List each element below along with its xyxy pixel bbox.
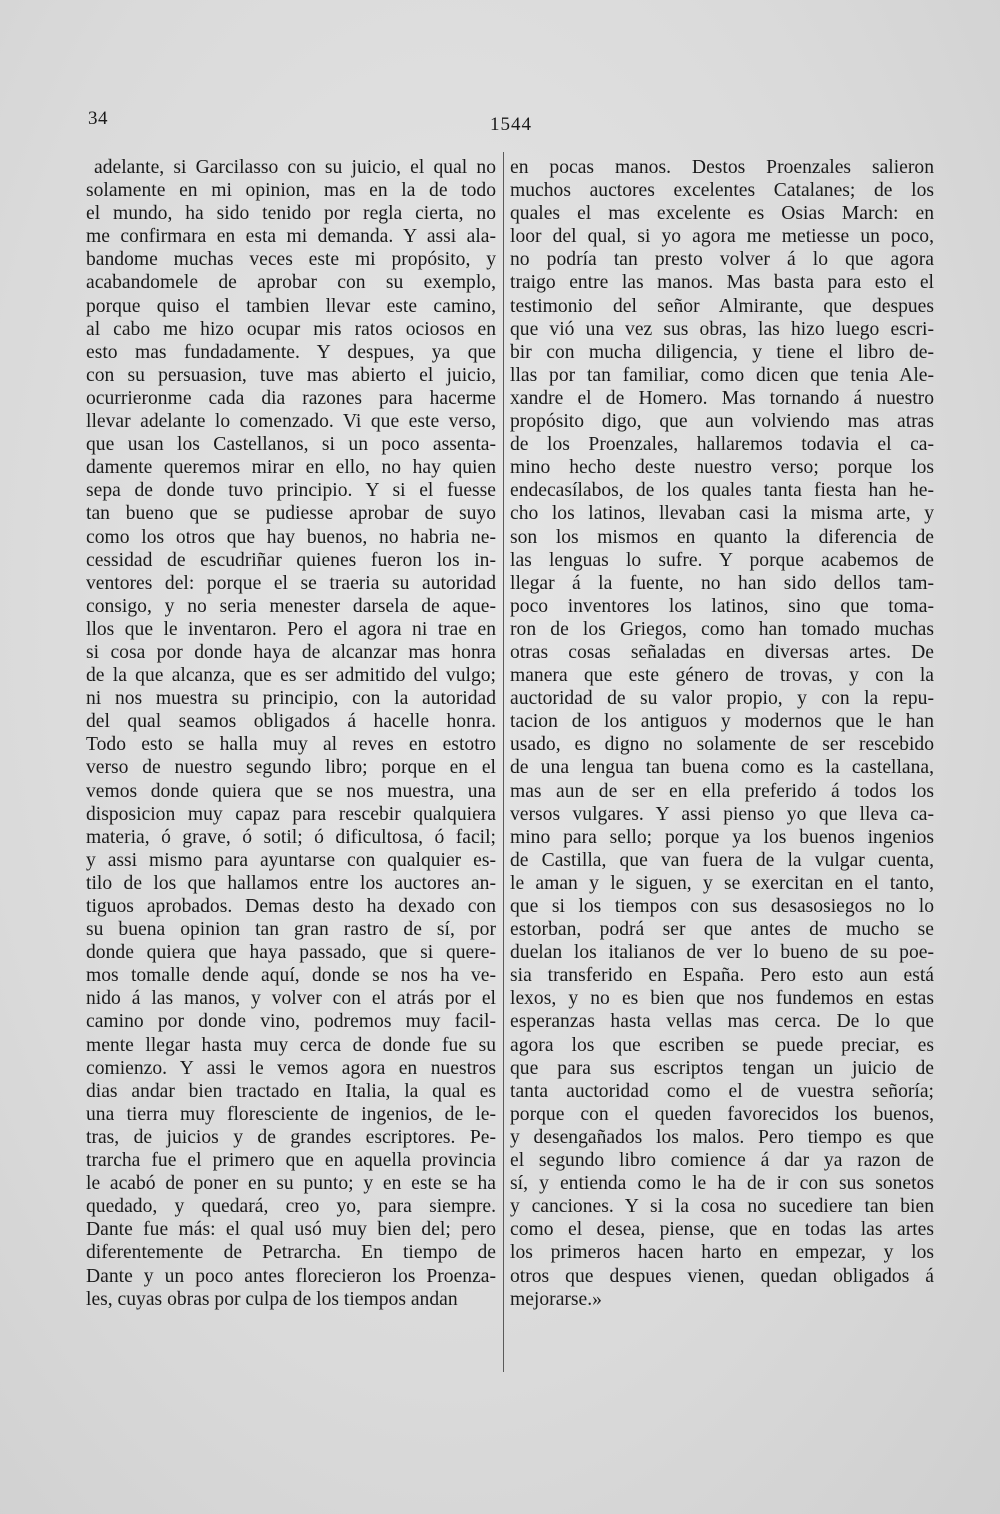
text-line: llegar á la fuente, no han sido dellos tam- <box>510 572 934 594</box>
column-divider <box>503 152 504 1372</box>
text-line: ocurrieronme cada dia razones para hacerme <box>86 387 496 409</box>
text-line: agora los que escriben se puede preciar, es <box>510 1034 934 1056</box>
text-line: las lenguas lo sufre. Y porque acabemos de <box>510 549 934 571</box>
text-line: que usan los Castellanos, si un poco assenta- <box>86 434 496 456</box>
text-line: solamente en mi opinion, mas en la de todo <box>86 180 496 202</box>
text-line: le aman y le siguen, y se exercitan en el tanto, <box>510 872 934 894</box>
text-line: le acabó de poner en su punto; y en este se ha <box>86 1173 496 1195</box>
text-line: llos que le inventaron. Pero el agora ni trae en <box>86 618 496 640</box>
text-line: endecasílabos, de los quales tanta fiesta han he- <box>510 480 934 502</box>
text-line: usado, es digno no solamente de ser rescebido <box>510 734 934 756</box>
text-line: tras, de juicios y de grandes escriptores. Pe- <box>86 1126 496 1148</box>
text-line: tan bueno que se pudiesse aprobar de suyo <box>86 503 496 525</box>
text-line: me confirmara en esta mi demanda. Y assi ala- <box>86 226 496 248</box>
text-line: no podría tan presto volver á lo que agora <box>510 249 934 271</box>
text-line: mino para sello; porque ya los buenos ingenios <box>510 826 934 848</box>
text-line: de Castilla, que van fuera de la vulgar cuenta, <box>510 849 934 871</box>
text-line: comienzo. Y assi le vemos agora en nuestros <box>86 1057 496 1079</box>
text-line: tilo de los que hallamos entre los auctores an- <box>86 872 496 894</box>
text-line: tanta auctoridad como el de vuestra señoría; <box>510 1080 934 1102</box>
text-line: con su persuasion, tuve mas abierto el juicio, <box>86 364 496 386</box>
text-line: lexos, y no es bien que nos fundemos en estas <box>510 988 934 1010</box>
left-text-column <box>86 156 496 1366</box>
text-line: el segundo libro comience á dar ya razon de <box>510 1150 934 1172</box>
running-header-year: 1544 <box>490 114 532 135</box>
text-line: verso de nuestro segundo libro; porque en el <box>86 757 496 779</box>
text-line: acabandomele de aprobar con su exemplo, <box>86 272 496 294</box>
text-line: consigo, y no seria menester darsela de aque- <box>86 595 496 617</box>
text-line: al cabo me hizo ocupar mis ratos ociosos en <box>86 318 496 340</box>
text-line: y desengañados los malos. Pero tiempo es que <box>510 1126 934 1148</box>
text-line: mejorarse.» <box>510 1288 602 1310</box>
text-line: duelan los italianos de ver lo bueno de su poe- <box>510 942 934 964</box>
text-line: llevar adelante lo comenzado. Vi que este verso, <box>86 411 496 433</box>
text-line: Todo esto se halla muy al reves en estotro <box>86 734 496 756</box>
text-line: en pocas manos. Destos Proenzales salieron <box>510 157 934 178</box>
text-line: quedado, y quedará, creo yo, para siempre. <box>86 1196 496 1218</box>
text-line: mente llegar hasta muy cerca de donde fue su <box>86 1034 496 1056</box>
text-line: dias andar bien tractado en Italia, la qual es <box>86 1080 496 1102</box>
text-line: damente queremos mirar en ello, no hay quien <box>86 457 496 479</box>
text-line: llas por tan familiar, como dicen que tenia Ale- <box>510 364 934 386</box>
text-line: cessidad de escudriñar quienes fueron los in- <box>86 549 496 571</box>
text-line: mos tomalle dende aquí, donde se nos ha ve- <box>86 965 496 987</box>
text-line: auctoridad de su valor propio, y con la repu- <box>510 688 934 710</box>
text-line: traigo entre las manos. Mas basta para esto el <box>510 272 934 294</box>
text-line: cho los latinos, llevaban casi la misma arte, y <box>510 503 934 525</box>
text-line: ventores del: porque el se traeria su autoridad <box>86 572 496 594</box>
text-line: que si los tiempos con sus desasosiegos no lo <box>510 896 934 917</box>
text-line: sia transferido en España. Pero esto aun está <box>510 965 934 987</box>
text-line: propósito digo, que aun volviendo mas atras <box>510 411 934 433</box>
text-line: esperanzas hasta vellas mas cerca. De lo que <box>510 1011 934 1033</box>
text-line: adelante, si Garcilasso con su juicio, el qual no <box>94 157 496 178</box>
text-line: y canciones. Y si la cosa no sucediere tan bien <box>510 1196 934 1218</box>
text-line: mas aun de ser en ella preferido á todos los <box>510 780 934 802</box>
text-line: estorban, podrá ser que antes de mucho se <box>510 919 934 941</box>
text-line: quales el mas excelente es Osias March: en <box>510 203 934 225</box>
text-line: poco inventores los latinos, sino que toma- <box>510 595 934 617</box>
text-line: disposicion muy capaz para rescebir qualquiera <box>86 803 496 825</box>
text-line: sí, y entienda como le ha de ir con sus sonetos <box>510 1173 934 1195</box>
text-line: que vió una vez sus obras, las hizo luego escri- <box>510 318 934 340</box>
text-line: son los mismos en quanto la diferencia de <box>510 526 934 548</box>
text-line: el mundo, ha sido tenido por regla cierta, no <box>86 203 496 225</box>
text-line: bandome muchas veces este mi propósito, y <box>86 249 496 271</box>
text-line: Dante fue más: el qual usó muy bien del; pero <box>86 1219 496 1241</box>
text-line: ni nos muestra su principio, con la autoridad <box>86 688 496 710</box>
page-number: 34 <box>88 108 108 129</box>
text-line: bir con mucha diligencia, y tiene el libro de- <box>510 341 934 363</box>
text-line: que para sus escriptos tengan un juicio de <box>510 1057 934 1079</box>
text-line: mino hecho deste nuestro verso; porque los <box>510 457 934 479</box>
text-line: una tierra muy floresciente de ingenios, de le- <box>86 1103 496 1125</box>
text-line: manera que este género de trovas, y con la <box>510 665 934 687</box>
text-line: tiguos aprobados. Demas desto ha dexado con <box>86 896 496 917</box>
text-line: otros que despues vienen, quedan obligados á <box>510 1265 934 1287</box>
text-line: versos vulgares. Y assi pienso yo que lleva ca- <box>510 803 934 825</box>
text-line: como los otros que hay buenos, no habria ne- <box>86 526 496 548</box>
text-line: ron de los Griegos, como han tomado muchas <box>510 618 934 640</box>
text-line: y assi mismo para ayuntarse con qualquier es- <box>86 849 496 871</box>
text-line: les, cuyas obras por culpa de los tiempos andan <box>86 1288 458 1310</box>
text-line: de los Proenzales, hallaremos todavia el ca- <box>510 434 934 456</box>
text-line: diferentemente de Petrarcha. En tiempo de <box>86 1242 496 1264</box>
text-line: Dante y un poco antes florecieron los Proenza- <box>86 1265 496 1287</box>
text-line: materia, ó grave, ó sotil; ó dificultosa, ó facil; <box>86 826 496 848</box>
text-line: sepa de donde tuvo principio. Y si el fuesse <box>86 480 496 502</box>
text-line: tacion de los antiguos y modernos que le han <box>510 711 934 733</box>
text-line: camino por donde vino, podremos muy facil- <box>86 1011 496 1033</box>
text-line: su buena opinion tan gran rastro de sí, por <box>86 919 496 941</box>
text-line: esto mas fundadamente. Y despues, ya que <box>86 341 496 363</box>
right-text-column <box>510 156 934 1366</box>
text-line: nido á las manos, y volver con el atrás por el <box>86 988 496 1010</box>
text-line: porque con el queden favorecidos los buenos, <box>510 1103 934 1125</box>
text-line: porque quiso el tambien llevar este camino, <box>86 295 496 317</box>
text-line: otras cosas señaladas en diversas artes. De <box>510 641 934 663</box>
text-line: donde quiera que haya passado, que si quere- <box>86 942 496 964</box>
text-line: de la que alcanza, que es ser admitido del vulgo; <box>86 665 496 687</box>
text-line: del qual seamos obligados á hacelle honra. <box>86 711 496 733</box>
text-line: xandre el de Homero. Mas tornando á nuestro <box>510 387 934 409</box>
text-line: muchos auctores excelentes Catalanes; de los <box>510 180 934 202</box>
text-line: como el desea, piense, que en todas las artes <box>510 1219 934 1241</box>
text-line: de una lengua tan buena como es la castellana, <box>510 757 934 779</box>
text-line: testimonio del señor Almirante, que despues <box>510 295 934 317</box>
text-line: trarcha fue el primero que en aquella provincia <box>86 1150 496 1172</box>
text-line: loor del qual, si yo agora me metiesse un poco, <box>510 226 934 248</box>
text-line: vemos donde quiera que se nos muestra, una <box>86 780 496 802</box>
text-line: los primeros hacen harto en empezar, y los <box>510 1242 934 1264</box>
text-line: si cosa por donde haya de alcanzar mas honra <box>86 641 496 663</box>
